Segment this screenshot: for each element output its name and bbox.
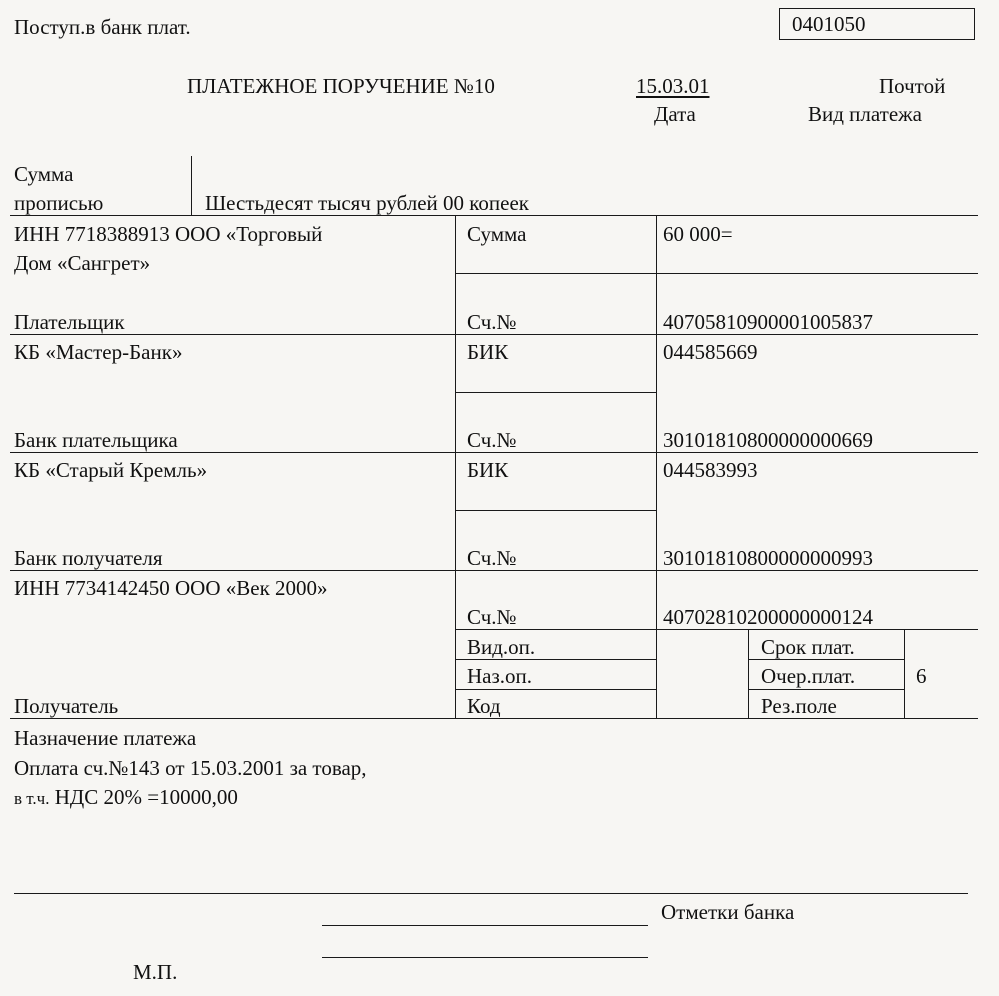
sum-value: 60 000=	[663, 222, 733, 246]
bank-marks-label: Отметки банка	[661, 900, 795, 924]
document-title: ПЛАТЕЖНОЕ ПОРУЧЕНИЕ №10	[187, 74, 495, 98]
signature-line-2	[322, 957, 648, 958]
row-line	[455, 510, 656, 511]
purpose-line2-rest: НДС 20% =10000,00	[49, 785, 238, 809]
purpose-line1: Оплата сч.№143 от 15.03.2001 за товар,	[14, 756, 367, 780]
priority-value: 6	[916, 664, 927, 688]
payer-bank-account-value: 30101810800000000669	[663, 428, 873, 452]
amount-words-label-line1: Сумма	[14, 162, 74, 186]
purpose-line2	[14, 787, 238, 808]
payer-inn-name-line1: ИНН 7718388913 ООО «Торговый	[14, 222, 323, 246]
payer-bank-name: КБ «Мастер-Банк»	[14, 340, 183, 364]
footer-line	[14, 893, 968, 894]
payee-bank-account-value: 30101810800000000993	[663, 546, 873, 570]
amount-words-value: Шестьдесят тысяч рублей 00 копеек	[205, 191, 529, 215]
payee-inn-name: ИНН 7734142450 ООО «Век 2000»	[14, 576, 328, 600]
row-line	[10, 452, 978, 453]
column-line	[748, 629, 749, 718]
row-line	[10, 718, 978, 719]
op-type-label: Вид.оп.	[467, 635, 536, 659]
date-value: 15.03.01	[636, 74, 710, 98]
column-line	[455, 215, 456, 718]
payee-bank-account-label: Сч.№	[467, 546, 517, 570]
purpose-line2-prefix: в т.ч.	[14, 789, 50, 808]
sum-label: Сумма	[467, 222, 527, 246]
payee-bank-bik-value: 044583993	[663, 458, 758, 482]
amount-words-label-line2: прописью	[14, 191, 104, 215]
payee-role-label: Получатель	[14, 694, 119, 718]
payee-bank-name: КБ «Старый Кремль»	[14, 458, 208, 482]
row-line	[455, 659, 656, 660]
payer-role-label: Плательщик	[14, 310, 125, 334]
row-line	[455, 629, 978, 630]
payer-inn-name-line2: Дом «Сангрет»	[14, 251, 151, 275]
row-line	[455, 689, 656, 690]
payer-bank-bik-value: 044585669	[663, 340, 758, 364]
column-line	[904, 629, 905, 718]
code-label: Код	[467, 694, 501, 718]
amount-words-divider	[191, 156, 192, 215]
row-line	[748, 659, 904, 660]
purpose-type-label: Наз.оп.	[467, 664, 533, 688]
signature-line-1	[322, 925, 648, 926]
row-line	[10, 215, 978, 216]
payer-account-value: 40705810900001005837	[663, 310, 873, 334]
priority-label: Очер.плат.	[761, 664, 856, 688]
payer-bank-account-label: Сч.№	[467, 428, 517, 452]
payer-bank-bik-label: БИК	[467, 340, 509, 364]
payee-account-value: 40702810200000000124	[663, 605, 873, 629]
purpose-label: Назначение платежа	[14, 726, 197, 750]
row-line	[748, 689, 904, 690]
payee-account-label: Сч.№	[467, 605, 517, 629]
payee-bank-bik-label: БИК	[467, 458, 509, 482]
row-line	[455, 392, 656, 393]
payer-bank-role-label: Банк плательщика	[14, 428, 178, 452]
stamp-label: М.П.	[133, 960, 178, 984]
payee-bank-role-label: Банк получателя	[14, 546, 163, 570]
payment-type-value: Почтой	[879, 74, 946, 98]
payment-term-label: Срок плат.	[761, 635, 855, 659]
date-label: Дата	[654, 102, 696, 126]
row-line	[455, 273, 978, 274]
row-line	[10, 570, 978, 571]
form-code: 0401050	[792, 12, 866, 36]
payment-type-label: Вид платежа	[808, 102, 923, 126]
received-in-bank-label: Поступ.в банк плат.	[14, 15, 191, 39]
reserve-field-label: Рез.поле	[761, 694, 837, 718]
row-line	[10, 334, 978, 335]
payer-account-label: Сч.№	[467, 310, 517, 334]
column-line	[656, 215, 657, 718]
